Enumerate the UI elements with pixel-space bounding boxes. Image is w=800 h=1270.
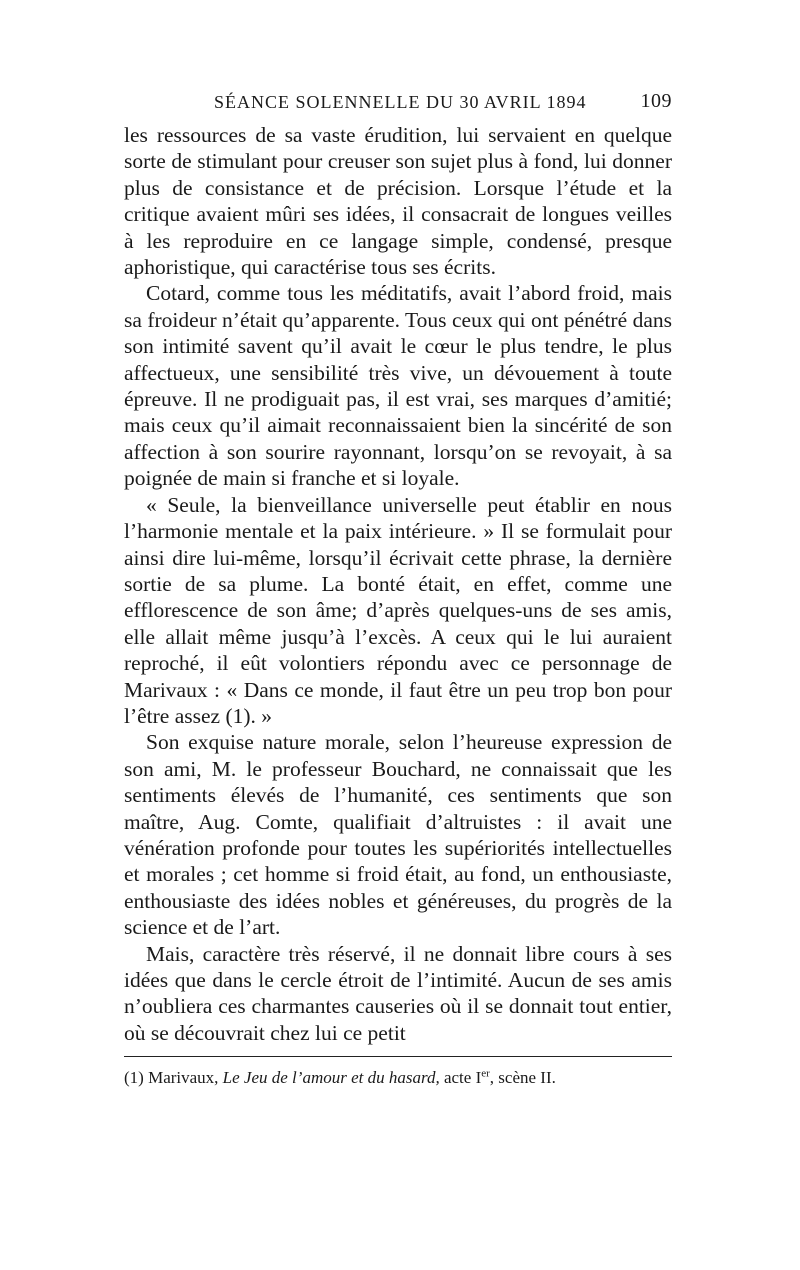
footnotes bbox=[124, 1067, 672, 1089]
paragraph: Cotard, comme tous les méditatifs, avait l’abord froid, mais sa froideur n’était qu’apparente. Tous ceux qui ont pénétré dans son intimité savent qu’il avait le cœur le plus tendre, le plus affectueux, une sensibilité très vive, un dévouement à toute épreuve. Il ne prodiguait pas, il est vrai, ses marques d’amitié; mais ceux qu’il aimait reconnaissaient bien la sincérité de son affection à son sourire rayonnant, lorsqu’on se revoyait, à sa poignée de main si franche et si loyale. bbox=[124, 281, 672, 491]
footnote-rule bbox=[124, 1056, 672, 1057]
footnote-act-sup: er bbox=[481, 1067, 490, 1080]
footnote-marker: (1) Marivaux, bbox=[124, 1068, 219, 1088]
paragraph: les ressources de sa vaste érudition, lui servaient en quelque sorte de stimulant pour creuser son sujet plus à fond, lui donner plus de consistance et de précision. Lorsque l’étude et la critique avaient mûri ses idées, il consacrait de longues veilles à les reproduire en ce langage simple, condensé, presque aphoristique, qui caractérise tous ses écrits. bbox=[124, 123, 672, 280]
footnote-act: acte I bbox=[443, 1068, 482, 1088]
body-text bbox=[124, 122, 672, 1046]
running-title: SÉANCE SOLENNELLE DU 30 AVRIL 1894 bbox=[214, 92, 587, 112]
page-number: 109 bbox=[640, 90, 672, 112]
footnote-work-title: Le Jeu de l’amour et du hasard, bbox=[222, 1068, 440, 1088]
page bbox=[124, 92, 672, 1089]
running-head bbox=[124, 92, 672, 122]
footnote-scene: , scène II. bbox=[489, 1068, 556, 1088]
paragraph: Mais, caractère très réservé, il ne donnait libre cours à ses idées que dans le cercle étroit de l’intimité. Aucun de ses amis n’oubliera ces charmantes causeries où il se donnait tout entier, où se découvrait chez lui ce petit bbox=[124, 941, 672, 1045]
paragraph: « Seule, la bienveillance universelle peut établir en nous l’harmonie mentale et la paix intérieure. » Il se formulait pour ainsi dire lui-même, lorsqu’il écrivait cette phrase, la dernière sortie de sa plume. La bonté était, en effet, comme une efflorescence de son âme; d’après quelques-uns de ses amis, elle allait même jusqu’à l’excès. A ceux qui le lui auraient reproché, il eût volontiers répondu avec ce personnage de Marivaux : « Dans ce monde, il faut être un peu trop bon pour l’être assez (1). » bbox=[124, 492, 672, 728]
footnote bbox=[124, 1067, 672, 1089]
paragraph: Son exquise nature morale, selon l’heureuse expression de son ami, M. le professeur Bouchard, ne connaissait que les sentiments élevés de l’humanité, ces sentiments que son maître, Aug. Comte, qualifiait d’altruistes : il avait une vénération profonde pour toutes les supériorités intellectuelles et morales ; cet homme si froid était, au fond, un enthousiaste, enthousiaste des idées nobles et généreuses, du progrès de la science et de l’art. bbox=[124, 730, 672, 940]
